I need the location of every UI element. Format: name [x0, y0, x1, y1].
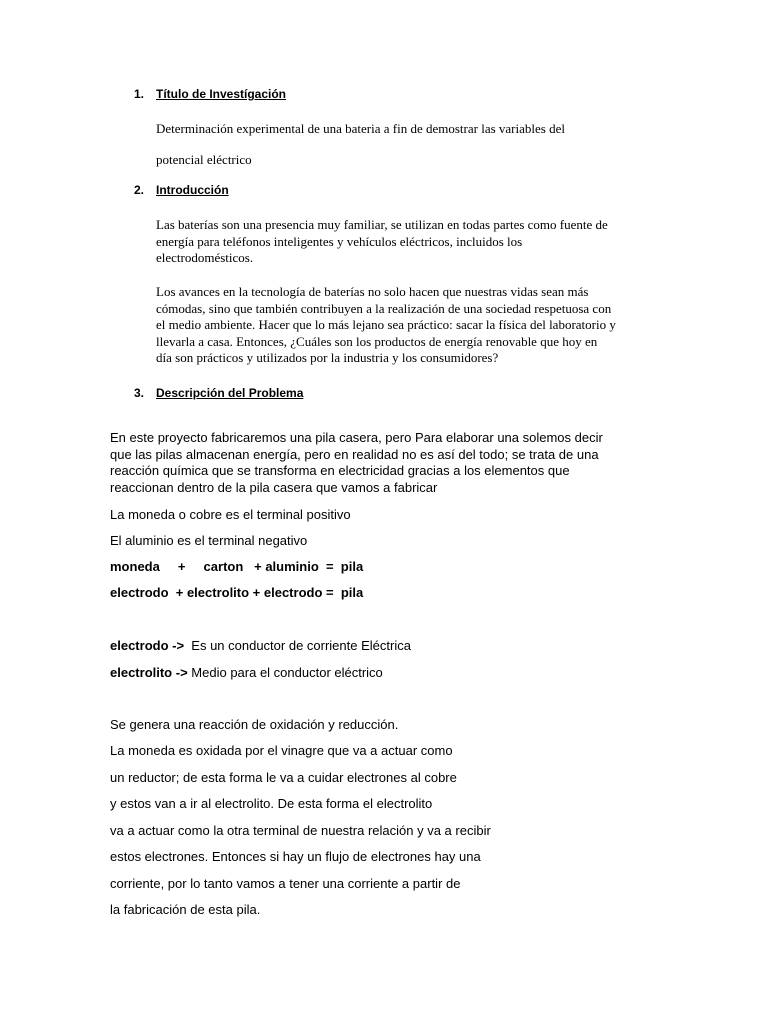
reaction-line: y estos van a ir al electrolito. De esta forma el electrolito — [110, 796, 433, 811]
reaction-line: corriente, por lo tanto vamos a tener una corriente a partir de — [110, 876, 461, 891]
positive-terminal-note: La moneda o cobre es el terminal positivo — [110, 507, 351, 522]
text-line: reacción química que se transforma en electricidad gracias a los elementos que — [110, 463, 570, 478]
research-title-line: potencial eléctrico — [156, 152, 252, 167]
section-title: Título de Investígación — [156, 87, 287, 101]
section-heading-1 — [134, 87, 286, 101]
section-heading-3 — [134, 386, 303, 400]
section-heading-2 — [134, 183, 229, 197]
definition-electrodo — [110, 638, 411, 655]
definition-electrolito — [110, 665, 383, 682]
definition-term: electrolito -> — [110, 665, 188, 680]
research-title-line: Determinación experimental de una bateria a fin de demostrar las variables del — [156, 121, 565, 136]
negative-terminal-note: El aluminio es el terminal negativo — [110, 533, 308, 548]
problem-intro — [110, 430, 603, 496]
definition-term: electrodo -> — [110, 638, 185, 653]
section-title: Descripción del Problema — [156, 386, 304, 400]
section-number: 1. — [134, 87, 145, 101]
section-number: 3. — [134, 386, 145, 400]
text-line: día son prácticos y utilizados por la industria y los consumidores? — [156, 350, 499, 366]
definition-text: Medio para el conductor eléctrico — [191, 665, 383, 680]
section-title: Introducción — [156, 183, 229, 197]
text-line: Las baterías son una presencia muy familiar, se utilizan en todas partes como fuente de — [156, 217, 608, 232]
intro-paragraph-1 — [156, 217, 608, 267]
text-line: llevarla a casa. Entonces, ¿Cuáles son los productos de energía renovable que hoy en — [156, 333, 598, 349]
intro-paragraph-2 — [156, 284, 616, 367]
formula-materials: moneda + carton + aluminio = pila — [110, 559, 364, 574]
formula-components: electrodo + electrolito + electrodo = pila — [110, 585, 364, 600]
reaction-line: Se genera una reacción de oxidación y reducción. — [110, 717, 399, 732]
reaction-line: La moneda es oxidada por el vinagre que va a actuar como — [110, 743, 453, 758]
reaction-line: la fabricación de esta pila. — [110, 902, 261, 917]
text-line: reaccionan dentro de la pila casera que vamos a fabricar — [110, 479, 438, 495]
text-line: cómodas, sino que también contribuyen a la realización de una sociedad respetuosa con — [156, 300, 612, 316]
text-line: En este proyecto fabricaremos una pila casera, pero Para elaborar una solemos decir — [110, 430, 603, 445]
reaction-line: estos electrones. Entonces si hay un flujo de electrones hay una — [110, 849, 481, 864]
reaction-line: va a actuar como la otra terminal de nuestra relación y va a recibir — [110, 823, 491, 838]
section-number: 2. — [134, 183, 145, 197]
text-line: electrodomésticos. — [156, 250, 254, 266]
text-line: energía para teléfonos inteligentes y vehículos eléctricos, incluidos los — [156, 233, 523, 249]
text-line: el medio ambiente. Hacer que lo más lejano sea práctico: sacar la física del laboratorio y — [156, 317, 616, 333]
reaction-line: un reductor; de esta forma le va a cuidar electrones al cobre — [110, 770, 457, 785]
text-line: que las pilas almacenan energía, pero en realidad no es así del todo; se trata de una — [110, 446, 599, 462]
text-line: Los avances en la tecnología de baterías no solo hacen que nuestras vidas sean más — [156, 284, 589, 299]
definition-text: Es un conductor de corriente Eléctrica — [191, 638, 411, 653]
